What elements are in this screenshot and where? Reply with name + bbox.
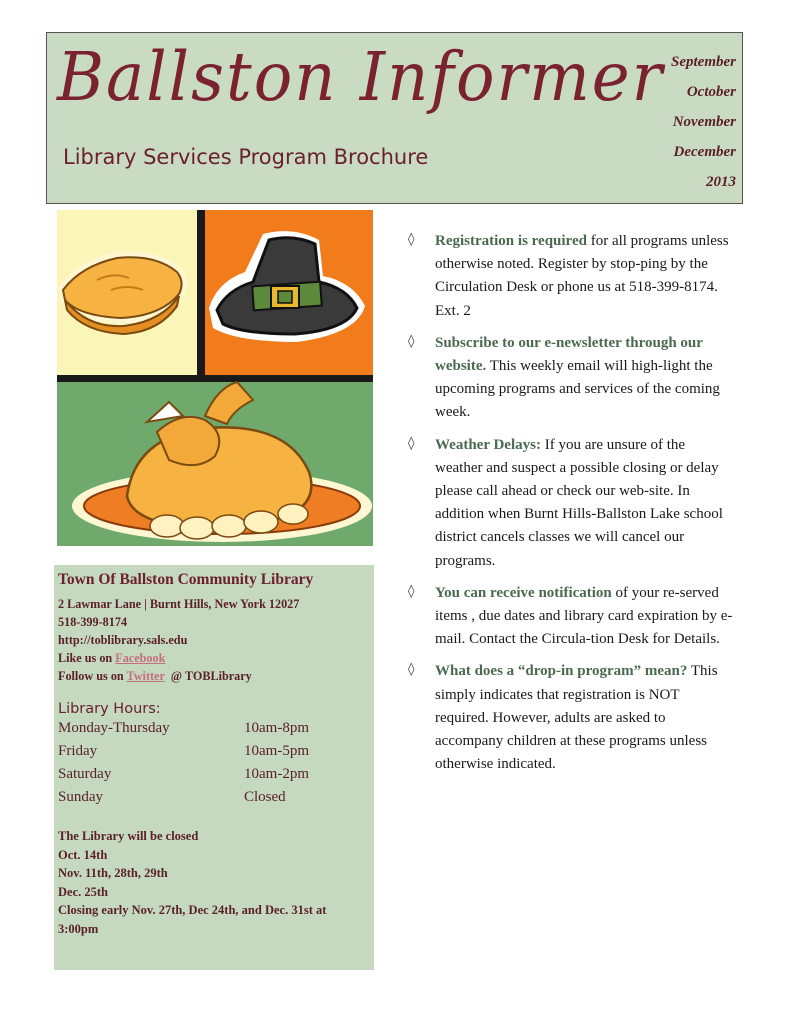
hours-table: [58, 717, 374, 809]
library-phone: 518-399-8174: [58, 615, 128, 629]
bullet-text: of your re-served items , due dates and library card expiration by e-mail. Contact the Circula-tion Desk for Details.: [435, 584, 733, 648]
library-address: 2 Lawmar Lane | Burnt Hills, New York 12027: [58, 597, 300, 611]
follow-prefix: Follow us on: [58, 669, 127, 683]
diamond-bullet-icon: ◊: [408, 333, 415, 349]
diamond-bullet-icon: ◊: [408, 662, 415, 678]
closures-block: [58, 827, 374, 938]
library-info-box: [54, 565, 374, 970]
hours-row: [58, 740, 374, 763]
brochure-subtitle: Library Services Program Brochure: [63, 145, 429, 169]
list-item: [408, 660, 734, 776]
early-closing: Closing early Nov. 27th, Dec 24th, and Dec. 31st at: [58, 903, 327, 917]
header-banner: [46, 32, 743, 204]
twitter-link[interactable]: Twitter: [126, 669, 165, 683]
month-december: December: [673, 144, 736, 160]
hours-title: Library Hours:: [58, 701, 161, 717]
library-website: http://toblibrary.sals.edu: [58, 633, 188, 647]
issue-dates: [671, 47, 736, 197]
bullet-lead: Subscribe to our e-newsletter through our website.: [435, 334, 703, 375]
early-closing-time: 3:00pm: [58, 921, 99, 936]
hours-day: Monday-Thursday: [58, 720, 170, 736]
thanksgiving-illustration: [57, 210, 373, 546]
bullet-lead: You can receive notification: [435, 584, 612, 601]
month-october: October: [686, 84, 736, 100]
hours-row: [58, 786, 374, 809]
bullet-text: This simply indicates that registration is NOT required. However, adults are asked to accompany children at these programs unless otherwise indicated.: [435, 663, 718, 773]
closure-date: Oct. 14th: [58, 847, 108, 862]
facebook-line: [58, 649, 374, 667]
bullet-lead: Weather Delays:: [435, 436, 541, 453]
hours-time: 10am-5pm: [244, 743, 309, 759]
hours-time: 10am-8pm: [244, 720, 309, 736]
month-september: September: [671, 54, 736, 70]
closures-heading: The Library will be closed: [58, 829, 199, 843]
bullet-text: for all programs unless otherwise noted. Register by stop-ping by the Circulation Desk or phone us at 518-399-8174. Ext. 2: [435, 233, 729, 319]
hours-row: [58, 763, 374, 786]
masthead-title: Ballston Informer: [57, 39, 665, 117]
diamond-bullet-icon: ◊: [408, 435, 415, 451]
twitter-line: [58, 667, 374, 685]
month-november: November: [672, 114, 736, 130]
facebook-link[interactable]: Facebook: [115, 651, 166, 665]
hours-time: Closed: [244, 789, 286, 805]
diamond-bullet-icon: ◊: [408, 583, 415, 599]
hours-row: [58, 717, 374, 740]
list-item: [408, 434, 734, 573]
closure-date: Nov. 11th, 28th, 29th: [58, 866, 168, 880]
bullet-text: If you are unsure of the weather and suspect a possible closing or delay please call ahead or check our web-site. In addition when Burnt Hills-Ballston Lake school district cancels classes we will cancel our programs.: [435, 436, 723, 569]
list-item: [408, 230, 734, 323]
twitter-handle: @ TOBLibrary: [164, 669, 252, 683]
thanksgiving-artwork: [57, 210, 373, 546]
like-prefix: Like us on: [58, 651, 116, 665]
hours-day: Sunday: [58, 789, 103, 805]
hours-time: 10am-2pm: [244, 766, 309, 782]
diamond-bullet-icon: ◊: [408, 232, 415, 247]
bullet-text: This weekly email will high-light the upcoming programs and services of the coming week.: [435, 358, 720, 421]
hours-day: Friday: [58, 743, 98, 759]
library-name: Town Of Ballston Community Library: [58, 571, 314, 588]
list-item: [408, 332, 734, 425]
info-bullet-list: [408, 230, 734, 785]
bullet-lead: What does a “drop-in program” mean?: [435, 663, 688, 680]
hours-day: Saturday: [58, 766, 112, 782]
issue-year: 2013: [706, 174, 736, 190]
list-item: [408, 582, 734, 652]
bullet-lead: Registration is required: [435, 233, 587, 249]
closure-date: Dec. 25th: [58, 884, 108, 899]
